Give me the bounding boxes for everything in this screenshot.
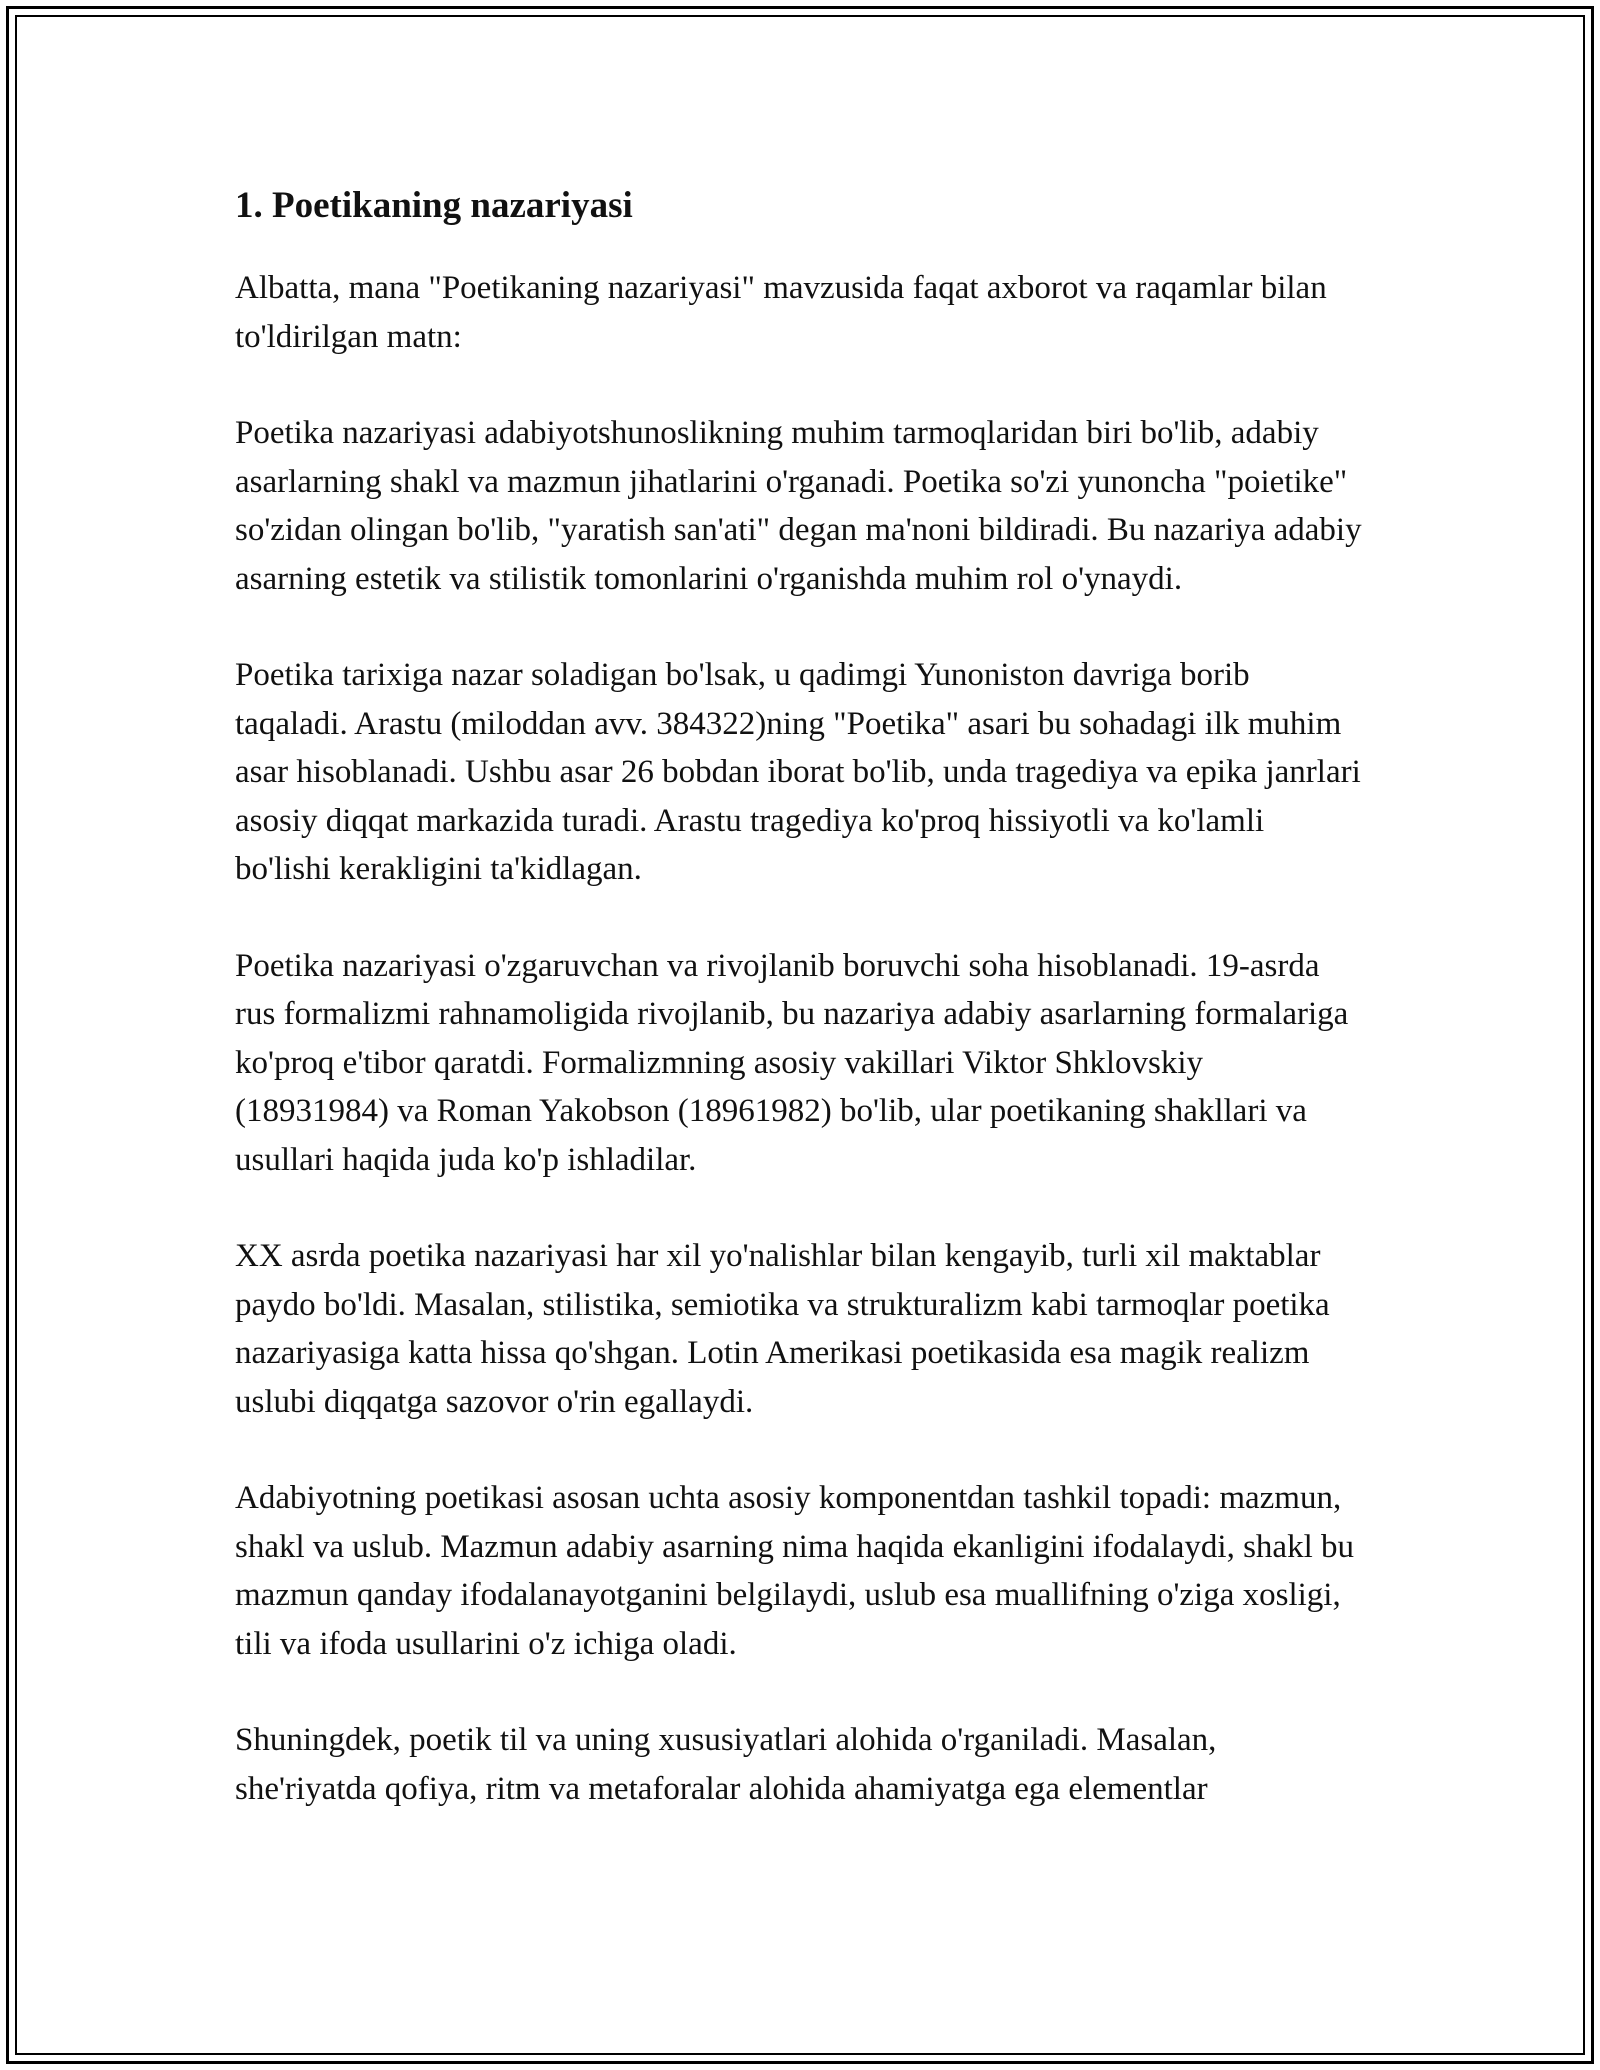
paragraph-formalism: Poetika nazariyasi o'zgaruvchan va rivojlanib boruvchi soha hisoblanadi. 19-asrda rus formalizmi rahnamoligida rivojlanib, bu nazariya adabiy asarlarning formalariga ko'proq e'tibor qaratdi. Formalizmning asosiy vakillari Viktor Shklovskiy (18931984) va Roman Yakobson (18961982) bo'lib, ular poetikaning shakllari va usullari haqida juda ko'p ishladilar. xyxy=(235,947,1349,1178)
paragraph-definition: Poetika nazariyasi adabiyotshunoslikning muhim tarmoqlaridan biri bo'lib, adabiy asarlarning shakl va mazmun jihatlarini o'rganadi. Poetika so'zi yunoncha "poietike" so'zidan olingan bo'lib, "yaratish san'ati" degan ma'noni bildiradi. Bu nazariya adabiy asarning estetik va stilistik tomonlarini o'rganishda muhim rol o'ynaydi. xyxy=(235,415,1362,597)
document-title: 1. Poetikaning nazariyasi xyxy=(235,185,633,226)
document-body xyxy=(235,182,1365,1861)
paragraph-history: Poetika tarixiga nazar soladigan bo'lsak, u qadimgi Yunoniston davriga borib taqaladi. Arastu (miloddan avv. 384322)ning "Poetika" asari bu sohadagi ilk muhim asar hisoblanadi. Ushbu asar 26 bobdan iborat bo'lib, unda tragediya va epika janrlari asosiy diqqat markazida turadi. Arastu tragediya ko'proq hissiyotli va ko'lamli bo'lishi kerakligini ta'kidlagan. xyxy=(235,657,1361,887)
paragraph-twentieth-century: XX asrda poetika nazariyasi har xil yo'nalishlar bilan kengayib, turli xil maktablar paydo bo'ldi. Masalan, stilistika, semiotika va strukturalizm kabi tarmoqlar poetika nazariyasiga katta hissa qo'shgan. Lotin Amerikasi poetikasida esa magik realizm uslubi diqqatga sazovor o'rin egallaydi. xyxy=(235,1238,1330,1420)
paragraph-poetic-language: Shuningdek, poetik til va uning xususiyatlari alohida o'rganiladi. Masalan, she'riyatda qofiya, ritm va metaforalar alohida ahamiyatga ega elementlar xyxy=(235,1722,1217,1807)
paragraph-components: Adabiyotning poetikasi asosan uchta asosiy komponentdan tashkil topadi: mazmun, shakl va uslub. Mazmun adabiy asarning nima haqida ekanligini ifodalaydi, shakl bu mazmun qanday ifodalanayotganini belgilaydi, uslub esa muallifning o'ziga xosligi, tili va ifoda usullarini o'z ichiga oladi. xyxy=(235,1480,1354,1662)
paragraph-intro: Albatta, mana "Poetikaning nazariyasi" mavzusida faqat axborot va raqamlar bilan to'ldirilgan matn: xyxy=(235,270,1327,355)
